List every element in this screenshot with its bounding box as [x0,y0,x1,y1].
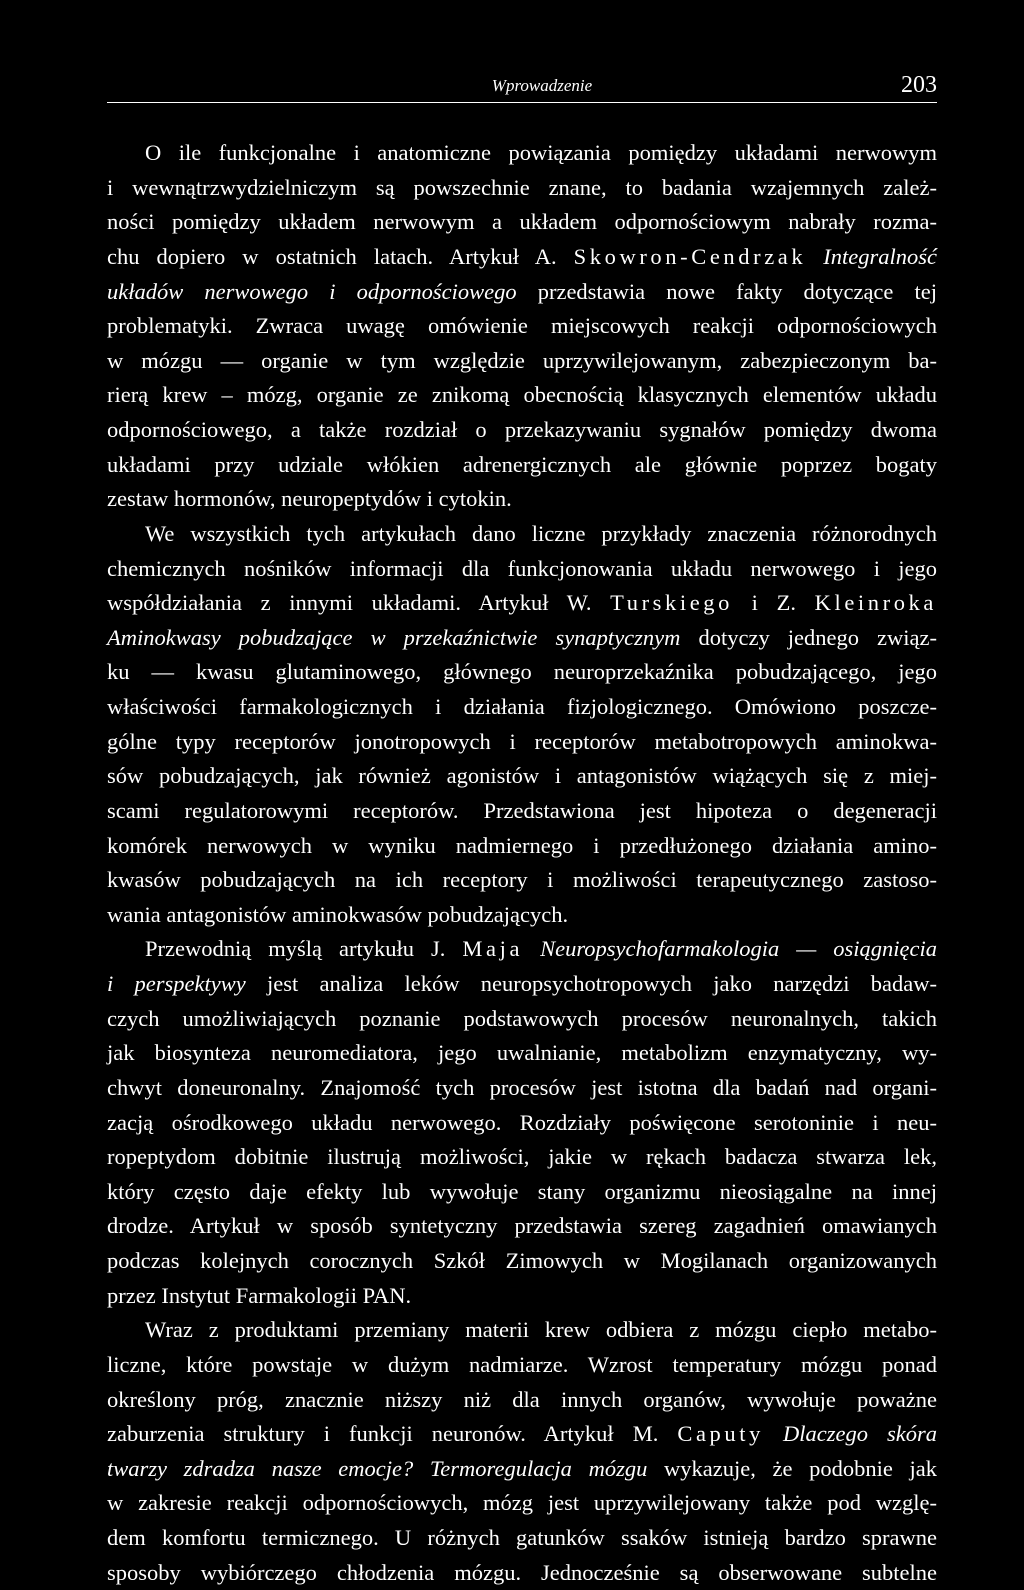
text-line [107,759,937,794]
text-line [107,1209,937,1244]
text-segment: i wewnątrzwydzielniczym są powszechnie znane, to badania wzajemnych zależ- [107,174,937,200]
italic-title: Dlaczego skóra [783,1421,938,1447]
text-segment: określony próg, znacznie niższy niż dla innych organów, wywołuje poważne [107,1386,937,1412]
text-line [107,1036,937,1071]
text-segment: dem komfortu termicznego. U różnych gatunków ssaków istnieją bardzo sprawne [107,1525,937,1550]
text-line [107,1486,937,1521]
text-line [107,309,937,344]
italic-title: Integralność [823,243,938,269]
text-line [107,794,937,829]
text-segment: dotyczy jednego związ- [680,624,937,650]
italic-title: układów nerwowego i odpornościowego [107,278,517,304]
italic-title: twarzy zdradza nasze emocje? Termoregulacja mózgu [107,1455,648,1481]
text-segment: scami regulatorowymi receptorów. Przedstawiona jest hipoteza o degeneracji [107,797,937,823]
author-name: Skowron-Cendrzak [573,243,807,269]
text-line [107,1417,937,1452]
author-name: Caputy [677,1421,764,1447]
text-segment: zaburzenia struktury i funkcji neuronów. Artykuł M. [107,1421,678,1447]
text-line [107,517,937,552]
text-line [107,171,937,206]
text-segment: odpornościowego, a także rozdział o przekazywaniu sygnałów pomiędzy dwoma [107,417,937,442]
text-line [107,344,937,379]
text-segment: jest analiza leków neuropsychotropowych jako narzędzi badaw- [245,971,937,996]
text-segment: wania antagonistów aminokwasów pobudzających. [107,901,569,927]
text-segment: podczas kolejnych corocznych Szkół Zimowych w Mogilanach organizowanych [107,1248,937,1273]
text-line [107,1348,937,1383]
text-segment: układami przy udziale włókien adrenergicznych ale głównie poprzez bogaty [107,451,937,477]
text-line [107,863,937,898]
text-segment: czych umożliwiających poznanie podstawowych procesów neuronalnych, takich [107,1005,937,1031]
text-line [107,240,937,275]
text-segment: przez Instytut Farmakologii PAN. [107,1282,412,1308]
text-line [107,690,937,725]
text-line [107,275,937,310]
text-line [107,586,937,621]
text-line [107,1279,937,1314]
text-segment: rierą krew – mózg, organie ze znikomą obecnością klasycznych elementów układu [107,382,937,408]
text-segment: chu dopiero w ostatnich latach. Artykuł A. [107,243,574,269]
text-line [107,378,937,413]
text-line [107,1556,937,1590]
text-segment: współdziałania z innymi układami. Artykuł W. [107,590,611,616]
text-segment: wykazuje, że podobnie jak [647,1455,937,1481]
text-line [107,967,937,1002]
text-segment: O ile funkcjonalne i anatomiczne powiązania pomiędzy układami nerwowym [145,140,937,165]
text-segment: przedstawia nowe fakty dotyczące tej [516,278,938,304]
text-segment: Przewodnią myślą artykułu J. [145,936,463,962]
text-line [107,1071,937,1106]
text-segment: kwasów pobudzających na ich receptory i możliwości terapeutycznego zastoso- [107,867,937,893]
running-head [107,74,937,103]
text-segment: ropeptydom dobitnie ilustrują możliwości, jakie w rękach badacza stwarza lek, [107,1144,937,1170]
text-line [107,1106,937,1141]
italic-title: Neuropsychofarmakologia — osiągnięcia [540,936,937,962]
text-line [107,1313,937,1348]
text-segment: chwyt doneuronalny. Znajomość tych procesów jest istotna dla badań nad organi- [107,1074,937,1100]
author-name: Kleinroka [814,590,937,616]
text-line [107,1002,937,1037]
text-segment [764,1421,783,1446]
text-line [107,1521,937,1556]
text-line [107,205,937,240]
text-segment: i Z. [733,590,815,616]
text-line [107,552,937,587]
text-segment: komórek nerwowych w wyniku nadmiernego i przedłużonego działania amino- [107,832,937,858]
text-line [107,1452,937,1487]
text-line [107,413,937,448]
italic-title: i perspektywy [107,971,246,996]
text-segment: w zakresie reakcji odpornościowych, mózg jest uprzywilejowany także pod wzglę- [107,1490,937,1516]
text-line [107,621,937,656]
text-line [107,1140,937,1175]
section-title: Wprowadzenie [491,76,593,95]
text-line [107,829,937,864]
text-segment: drodze. Artykuł w sposób syntetyczny przedstawia szereg zagadnień omawianych [107,1213,937,1239]
italic-title: Aminokwasy pobudzające w przekaźnictwie synaptycznym [107,624,681,650]
text-segment: w mózgu — organie w tym względzie uprzywilejowanym, zabezpieczonym ba- [107,347,937,373]
text-segment: jak biosynteza neuromediatora, jego uwalnianie, metabolizm enzymatyczny, wy- [107,1040,937,1066]
text-line [107,725,937,760]
text-segment: sposoby wybiórczego chłodzenia mózgu. Jednocześnie są obserwowane subtelne [107,1559,937,1585]
text-line [107,482,937,517]
text-line [107,136,937,171]
page-number: 203 [901,72,937,98]
text-segment: liczne, które powstaje w dużym nadmiarze. Wzrost temperatury mózgu ponad [107,1351,937,1377]
text-segment: chemicznych nośników informacji dla funkcjonowania układu nerwowego i jego [107,555,937,581]
text-line [107,1175,937,1210]
text-segment: ności pomiędzy układem nerwowym a układem odpornościowym nabrały rozma- [107,209,937,235]
text-segment: ku — kwasu glutaminowego, głównego neuroprzekaźnika pobudzającego, jego [107,659,937,685]
text-line [107,655,937,690]
text-segment: sów pobudzających, jak również agonistów i antagonistów wiążących się z miej- [107,763,937,789]
text-segment: zacją ośrodkowego układu nerwowego. Rozdziały poświęcone serotoninie i neu- [107,1109,937,1135]
author-name: Turskiego [610,590,734,616]
text-segment [523,936,540,961]
text-line [107,1383,937,1418]
text-line [107,1244,937,1279]
text-segment: który często daje efekty lub wywołuje stany organizmu nieosiągalne na innej [107,1178,937,1204]
body-text [107,136,937,1590]
author-name: Maja [462,936,524,962]
text-line [107,898,937,933]
text-segment: właściwości farmakologicznych i działania fizjologicznego. Omówiono poszcze- [107,694,937,719]
text-segment [806,244,823,269]
text-segment: Wraz z produktami przemiany materii krew odbiera z mózgu ciepło metabo- [145,1317,937,1343]
text-segment: zestaw hormonów, neuropeptydów i cytokin. [107,486,512,512]
text-line [107,932,937,967]
text-line [107,448,937,483]
text-segment: gólne typy receptorów jonotropowych i receptorów metabotropowych aminokwa- [107,728,937,754]
text-segment: We wszystkich tych artykułach dano liczne przykłady znaczenia różnorodnych [145,520,937,546]
text-segment: problematyki. Zwraca uwagę omówienie miejscowych reakcji odpornościowych [107,313,937,339]
